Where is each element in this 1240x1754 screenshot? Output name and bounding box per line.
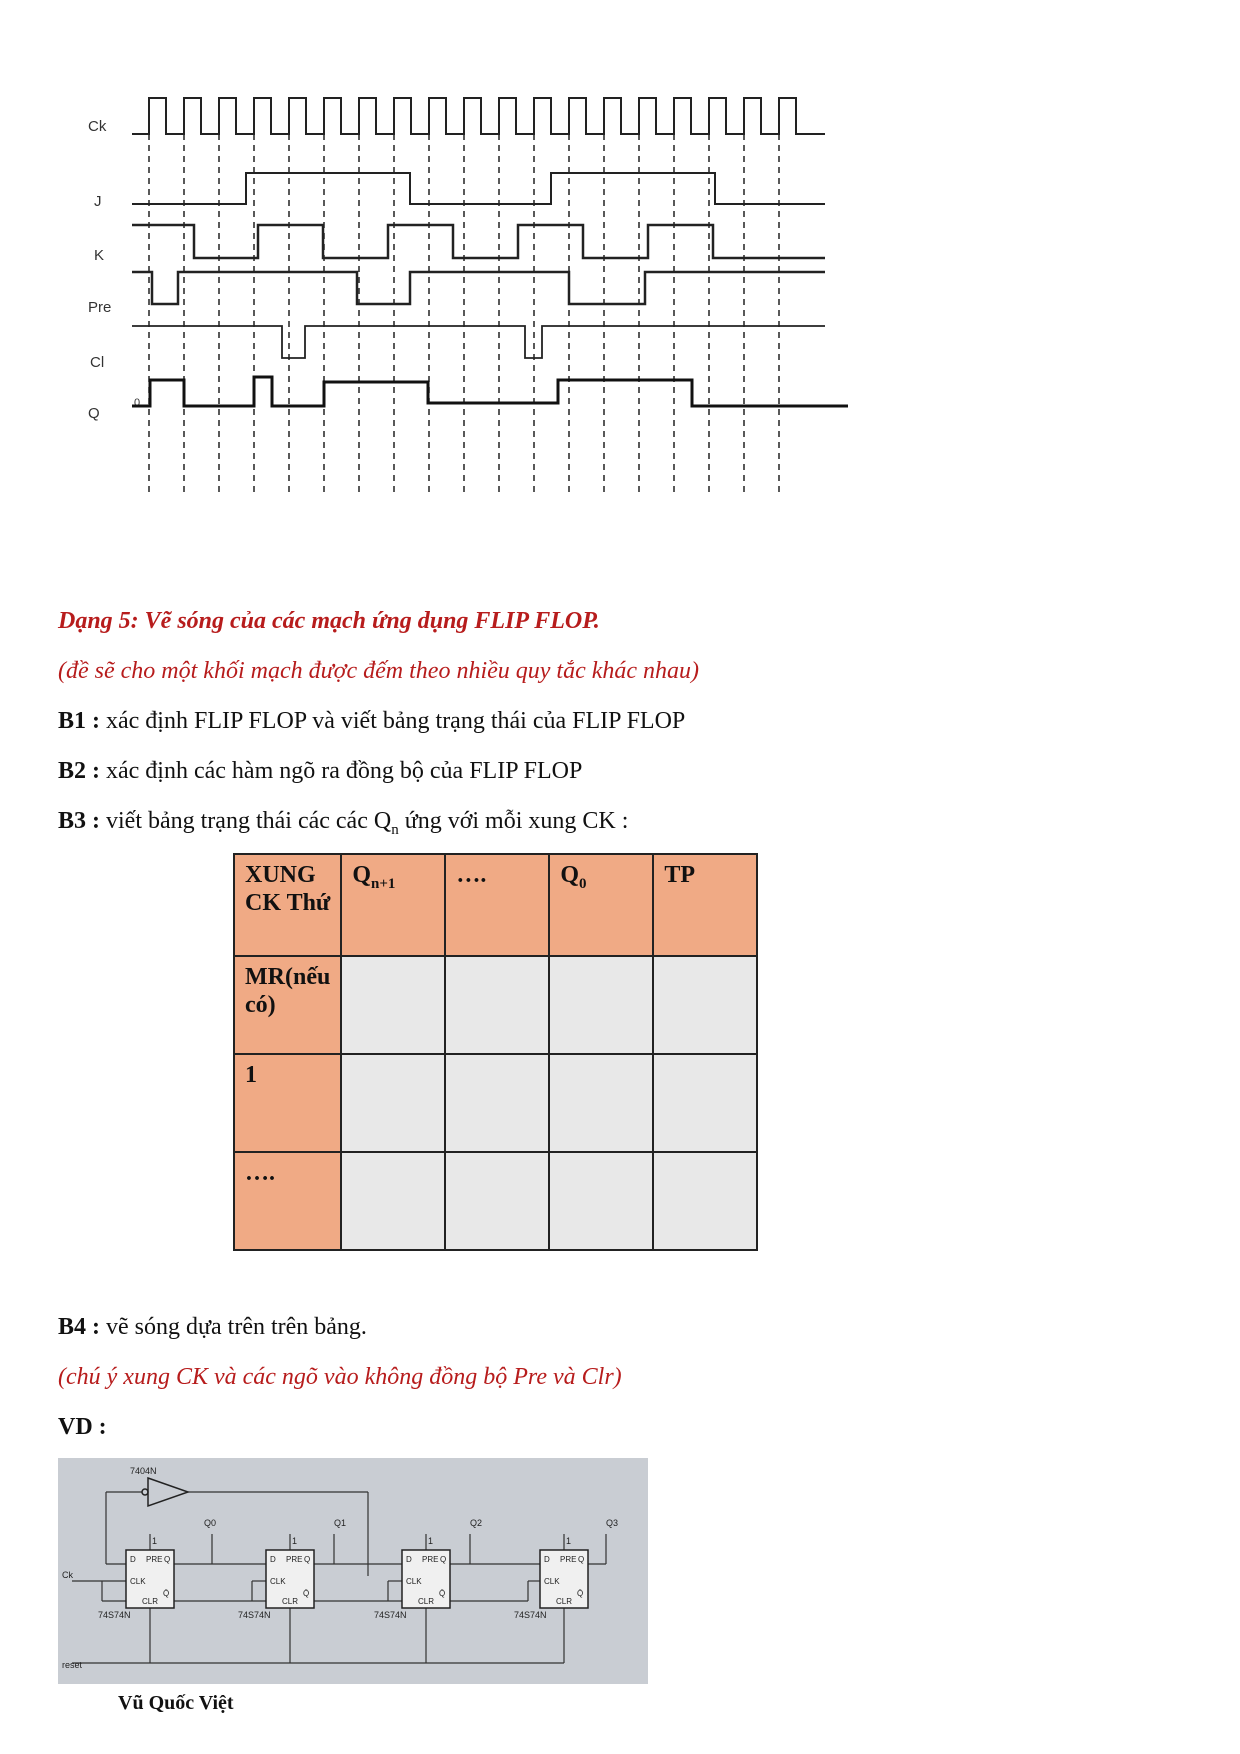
step-b4 — [58, 1312, 367, 1342]
pre-high-3: 1 — [566, 1536, 572, 1546]
note-de: (đề sẽ cho một khối mạch được đếm theo nhiều quy tắc khác nhau) — [58, 658, 700, 684]
output-q2: Q2 — [470, 1518, 483, 1528]
table-header-row — [234, 854, 757, 956]
table-cell — [549, 1054, 653, 1152]
wave-j — [132, 173, 825, 204]
header-xung-ck: XUNG CK Thứ — [234, 854, 341, 956]
step-b1 — [58, 706, 685, 736]
ff2-d-pin: D — [406, 1555, 412, 1564]
ff3-pre-pin: PRE — [560, 1555, 577, 1564]
output-q1: Q1 — [334, 1518, 347, 1528]
table-row — [234, 956, 757, 1054]
counter-circuit — [58, 1458, 648, 1689]
step-b3-text-post: ứng với mỗi xung CK : — [398, 808, 629, 834]
step-b2-label: B2 : — [58, 758, 100, 784]
table-cell — [549, 956, 653, 1054]
table-cell — [653, 956, 757, 1054]
step-b4-label: B4 : — [58, 1314, 100, 1340]
ff2-clk-pin: CLK — [406, 1577, 422, 1586]
step-b3-label: B3 : — [58, 808, 100, 834]
output-q0: Q0 — [204, 1518, 217, 1528]
table-cell — [341, 1054, 445, 1152]
ff3-clr-pin: CLR — [556, 1597, 573, 1606]
ff1-nq-pin: Q̄ — [303, 1589, 310, 1598]
label-pre: Pre — [88, 299, 112, 316]
wave-q — [132, 377, 848, 406]
label-q: Q — [88, 405, 100, 422]
pre-high-2: 1 — [428, 1536, 434, 1546]
ff3-clk-pin: CLK — [544, 1577, 560, 1586]
ff2-q-pin: Q — [440, 1555, 447, 1564]
wave-ck — [132, 98, 825, 134]
step-b2-text: xác định các hàm ngõ ra đồng bộ của FLIP FLOP — [100, 758, 583, 784]
label-cl: Cl — [90, 354, 105, 371]
state-table — [233, 853, 758, 1251]
table-row — [234, 1054, 757, 1152]
table-cell — [445, 956, 549, 1054]
ff3-part: 74S74N — [514, 1610, 547, 1620]
ff0-part: 74S74N — [98, 1610, 131, 1620]
step-b4-text: vẽ sóng dựa trên trên bảng. — [100, 1314, 367, 1340]
ff0-clk-pin: CLK — [130, 1577, 146, 1586]
ff1-d-pin: D — [270, 1555, 276, 1564]
header-ellipsis: …. — [445, 854, 549, 956]
ff3-nq-pin: Q̄ — [577, 1589, 584, 1598]
edge-markers — [149, 134, 779, 492]
ff3-d-pin: D — [544, 1555, 550, 1564]
output-q3: Q3 — [606, 1518, 619, 1528]
row-header-ellipsis: …. — [234, 1152, 341, 1250]
author-name: Vũ Quốc Việt — [118, 1692, 234, 1714]
section-heading: Dạng 5: Vẽ sóng của các mạch ứng dụng FLIP FLOP. — [58, 608, 600, 634]
wave-pre — [132, 272, 825, 304]
signal-labels — [88, 118, 140, 422]
ff1-clr-pin: CLR — [282, 1597, 299, 1606]
header-qn1: $Q_{n+1}$ — [341, 854, 445, 956]
ff2-clr-pin: CLR — [418, 1597, 435, 1606]
header-tp: TP — [653, 854, 757, 956]
row-header-mr: MR(nếu có) — [234, 956, 341, 1054]
note-ck: (chú ý xung CK và các ngõ vào không đồng bộ Pre và Clr) — [58, 1364, 622, 1390]
table-cell — [445, 1054, 549, 1152]
inverter-label: 7404N — [130, 1466, 157, 1476]
ff0-nq-pin: Q̄ — [163, 1589, 170, 1598]
ff0-clr-pin: CLR — [142, 1597, 159, 1606]
pre-high-1: 1 — [292, 1536, 298, 1546]
ff1-pre-pin: PRE — [286, 1555, 303, 1564]
wave-cl — [132, 326, 825, 358]
ff0-q-pin: Q — [164, 1555, 171, 1564]
q-initial-label: 0 — [134, 397, 141, 409]
ff3-q-pin: Q — [578, 1555, 585, 1564]
label-ck: Ck — [88, 118, 107, 135]
row-header-1: 1 — [234, 1054, 341, 1152]
step-b1-text: xác định FLIP FLOP và viết bảng trạng thái của FLIP FLOP — [100, 708, 686, 734]
ff1-q-pin: Q — [304, 1555, 311, 1564]
step-b3-text: viết bảng trạng thái các các Q — [100, 808, 392, 834]
timing-diagram — [70, 80, 870, 505]
table-cell — [653, 1152, 757, 1250]
ff2-part: 74S74N — [374, 1610, 407, 1620]
table-cell — [341, 956, 445, 1054]
table-cell — [549, 1152, 653, 1250]
example-label: VD : — [58, 1414, 107, 1440]
ff2-nq-pin: Q̄ — [439, 1589, 446, 1598]
label-k: K — [94, 247, 105, 264]
ff0-d-pin: D — [130, 1555, 136, 1564]
ff2-pre-pin: PRE — [422, 1555, 439, 1564]
step-b3-sub: n — [391, 821, 399, 838]
table-row — [234, 1152, 757, 1250]
ff1-part: 74S74N — [238, 1610, 271, 1620]
wave-k — [132, 225, 825, 258]
label-j: J — [94, 193, 102, 210]
step-b1-label: B1 : — [58, 708, 100, 734]
table-cell — [653, 1054, 757, 1152]
step-b3 — [58, 806, 628, 845]
step-b2 — [58, 756, 582, 786]
ff1-clk-pin: CLK — [270, 1577, 286, 1586]
header-q0: $Q_0$ — [549, 854, 653, 956]
reset-input-label: reset — [62, 1660, 83, 1670]
ff0-pre-pin: PRE — [146, 1555, 163, 1564]
table-cell — [341, 1152, 445, 1250]
table-cell — [445, 1152, 549, 1250]
pre-high-0: 1 — [152, 1536, 158, 1546]
clock-input-label: Ck — [62, 1570, 73, 1580]
